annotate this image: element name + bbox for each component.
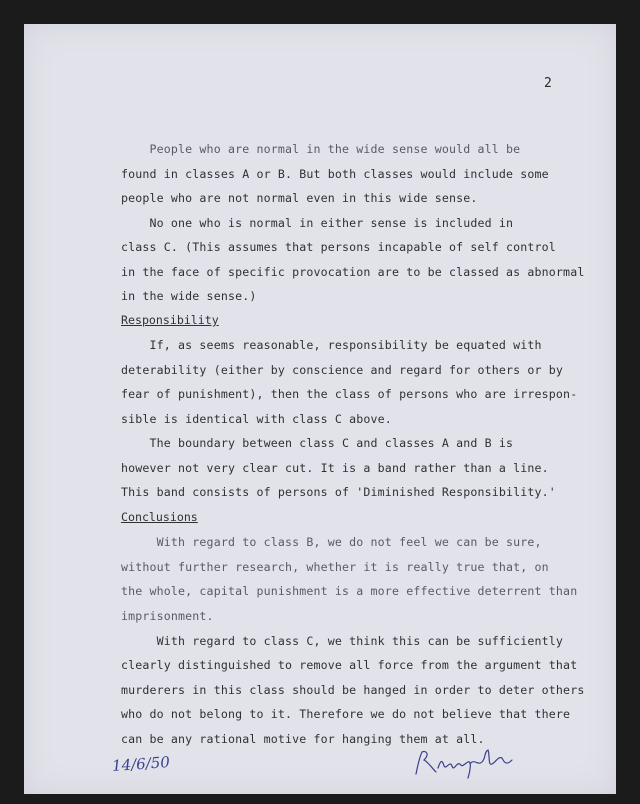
text-line: in the face of specific provocation are to be classed as abnormal bbox=[121, 265, 585, 279]
text-line: fear of punishment), then the class of persons who are irrespon- bbox=[121, 387, 578, 401]
handwritten-date: 14/6/50 bbox=[111, 753, 171, 775]
text-line: who do not belong to it. Therefore we do not believe that there bbox=[121, 707, 571, 721]
text-line: people who are not normal even in this wide sense. bbox=[121, 191, 478, 205]
text-line: clearly distinguished to remove all force from the argument that bbox=[121, 658, 578, 672]
section-heading-conclusions: Conclusions bbox=[121, 510, 198, 524]
text-line: however not very clear cut. It is a band rather than a line. bbox=[121, 461, 549, 475]
text-line: With regard to class C, we think this can be sufficiently bbox=[121, 634, 564, 648]
text-line: The boundary between class C and classes A and B is bbox=[121, 436, 514, 450]
section-heading-responsibility: Responsibility bbox=[121, 313, 219, 327]
text-line: If, as seems reasonable, responsibility be equated with bbox=[121, 338, 542, 352]
page-number: 2 bbox=[544, 76, 552, 91]
text-line: deterability (either by conscience and regard for others or by bbox=[121, 363, 564, 377]
text-line: the whole, capital punishment is a more effective deterrent than bbox=[121, 584, 578, 598]
signature bbox=[412, 746, 522, 782]
text-line: sible is identical with class C above. bbox=[121, 412, 392, 426]
text-line: without further research, whether it is really true that, on bbox=[121, 560, 549, 574]
typed-page bbox=[24, 24, 616, 794]
text-line: People who are normal in the wide sense would all be bbox=[121, 142, 521, 156]
text-line: can be any rational motive for hanging them at all. bbox=[121, 732, 485, 746]
text-line: imprisonment. bbox=[121, 609, 214, 623]
text-line: murderers in this class should be hanged in order to deter others bbox=[121, 683, 585, 697]
text-line: This band consists of persons of 'Diminished Responsibility.' bbox=[121, 485, 556, 499]
text-line: No one who is normal in either sense is included in bbox=[121, 216, 514, 230]
text-line: With regard to class B, we do not feel we can be sure, bbox=[121, 535, 542, 549]
text-line: in the wide sense.) bbox=[121, 289, 257, 303]
text-line: class C. (This assumes that persons incapable of self control bbox=[121, 240, 556, 254]
text-line: found in classes A or B. But both classes would include some bbox=[121, 167, 549, 181]
